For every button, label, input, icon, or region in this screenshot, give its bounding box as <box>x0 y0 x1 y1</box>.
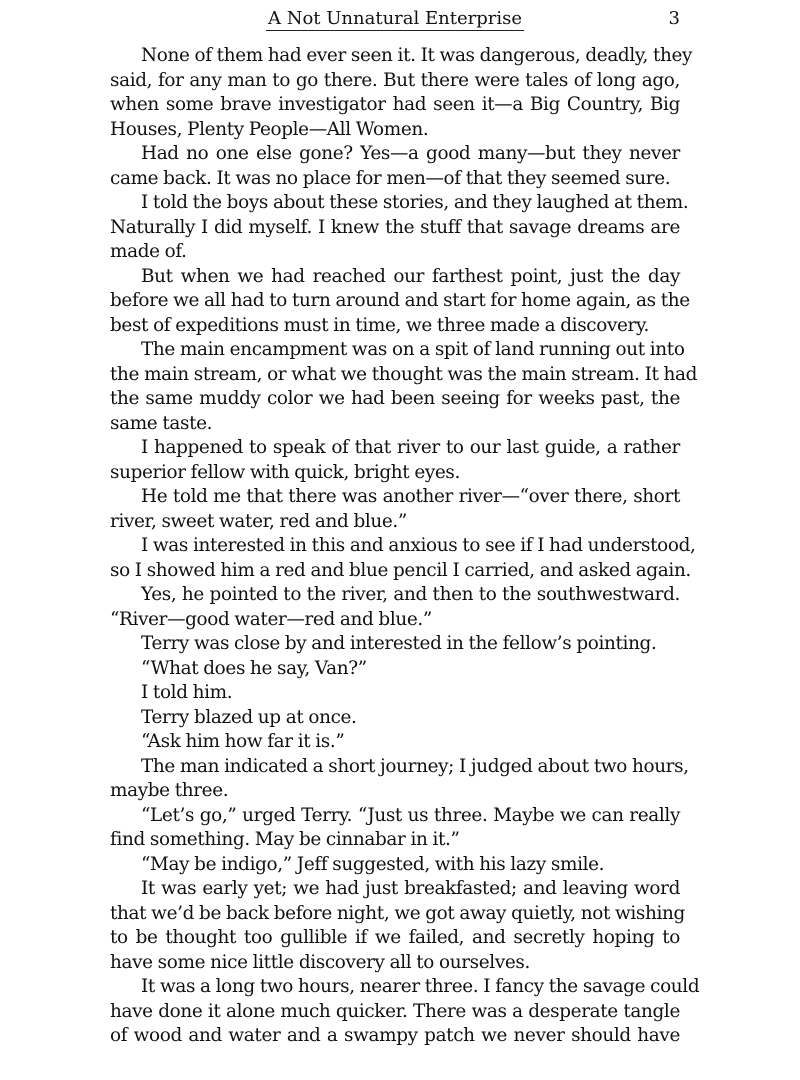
text-line: have some nice little discovery all to ourselves. <box>110 951 530 973</box>
paragraph <box>110 755 689 804</box>
text-line: river, sweet water, red and blue.” <box>110 510 407 532</box>
text-line: came back. It was no place for men—of that they seemed sure. <box>110 167 671 189</box>
text-line: find something. May be cinnabar in it.” <box>110 829 460 850</box>
page-number: 3 <box>668 8 680 29</box>
text-line: He told me that there was another river—“over there, short <box>141 486 680 507</box>
text-line: It was a long two hours, nearer three. I fancy the savage could <box>141 976 700 997</box>
text-line: It was early yet; we had just breakfasted; and leaving word <box>141 878 680 899</box>
text-line: before we all had to turn around and start for home again, as the <box>110 290 690 311</box>
paragraph <box>110 877 685 975</box>
text-line: have done it alone much quicker. There was a desperate tangle <box>110 1000 680 1022</box>
text-line: Terry was close by and interested in the fellow’s pointing. <box>141 633 657 654</box>
paragraph <box>110 730 680 755</box>
text-line: “River—good water—red and blue.” <box>110 608 432 630</box>
text-line: that we’d be back before night, we got away quietly, not wishing <box>110 902 685 924</box>
paragraph <box>110 975 700 1049</box>
text-line: to be thought too gullible if we failed, and secretly hoping to <box>110 927 680 948</box>
paragraph <box>110 338 698 436</box>
text-line: the main stream, or what we thought was the main stream. It had <box>110 363 698 385</box>
text-line: when some brave investigator had seen it—a Big Country, Big <box>110 94 680 115</box>
running-title: A Not Unnatural Enterprise <box>268 8 522 29</box>
text-line: Had no one else gone? Yes—a good many—but they never <box>141 143 680 164</box>
text-line: Yes, he pointed to the river, and then to the southwestward. <box>141 584 680 605</box>
text-line: “Let’s go,” urged Terry. “Just us three. Maybe we can really <box>141 804 680 826</box>
text-line: superior fellow with quick, bright eyes. <box>110 461 461 483</box>
text-line: I told the boys about these stories, and they laughed at them. <box>141 192 689 213</box>
running-header <box>110 8 680 32</box>
paragraph <box>110 191 689 265</box>
text-line: Naturally I did myself. I knew the stuff that savage dreams are <box>110 216 680 238</box>
text-line: None of them had ever seen it. It was dangerous, deadly, they <box>141 45 693 66</box>
paragraph <box>110 44 693 142</box>
text-line: “What does he say, Van?” <box>141 657 367 679</box>
text-line: “Ask him how far it is.” <box>141 731 345 752</box>
paragraph <box>110 632 680 657</box>
paragraph <box>110 583 680 632</box>
paragraph <box>110 853 680 878</box>
text-line: Houses, Plenty People—All Women. <box>110 118 429 140</box>
paragraph <box>110 485 680 534</box>
text-line: I told him. <box>141 682 233 703</box>
paragraph <box>110 681 680 706</box>
text-line: best of expeditions must in time, we three made a discovery. <box>110 314 650 336</box>
text-line: But when we had reached our farthest point, just the day <box>141 265 680 287</box>
text-line: so I showed him a red and blue pencil I carried, and asked again. <box>110 559 691 581</box>
text-line: The man indicated a short journey; I judged about two hours, <box>141 755 689 777</box>
paragraph <box>110 534 696 583</box>
paragraph <box>110 265 690 339</box>
text-line: “May be indigo,” Jeff suggested, with his lazy smile. <box>141 853 605 875</box>
text-line: The main encampment was on a spit of land running out into <box>141 339 685 360</box>
paragraph <box>110 436 680 485</box>
text-line: I happened to speak of that river to our last guide, a rather <box>141 437 680 458</box>
text-line: Terry blazed up at once. <box>141 706 357 728</box>
text-line: of wood and water and a swampy patch we never should have <box>110 1025 680 1046</box>
paragraph <box>110 706 680 731</box>
paragraph <box>110 804 680 853</box>
text-line: maybe three. <box>110 780 229 801</box>
text-line: the same muddy color we had been seeing for weeks past, the <box>110 388 680 409</box>
text-line: I was interested in this and anxious to see if I had understood, <box>141 535 696 556</box>
paragraph <box>110 657 680 682</box>
text-line: said, for any man to go there. But there were tales of long ago, <box>110 69 680 91</box>
text-line: made of. <box>110 241 187 262</box>
body-text <box>110 44 700 1049</box>
paragraph <box>110 142 680 191</box>
text-line: same taste. <box>110 412 213 434</box>
